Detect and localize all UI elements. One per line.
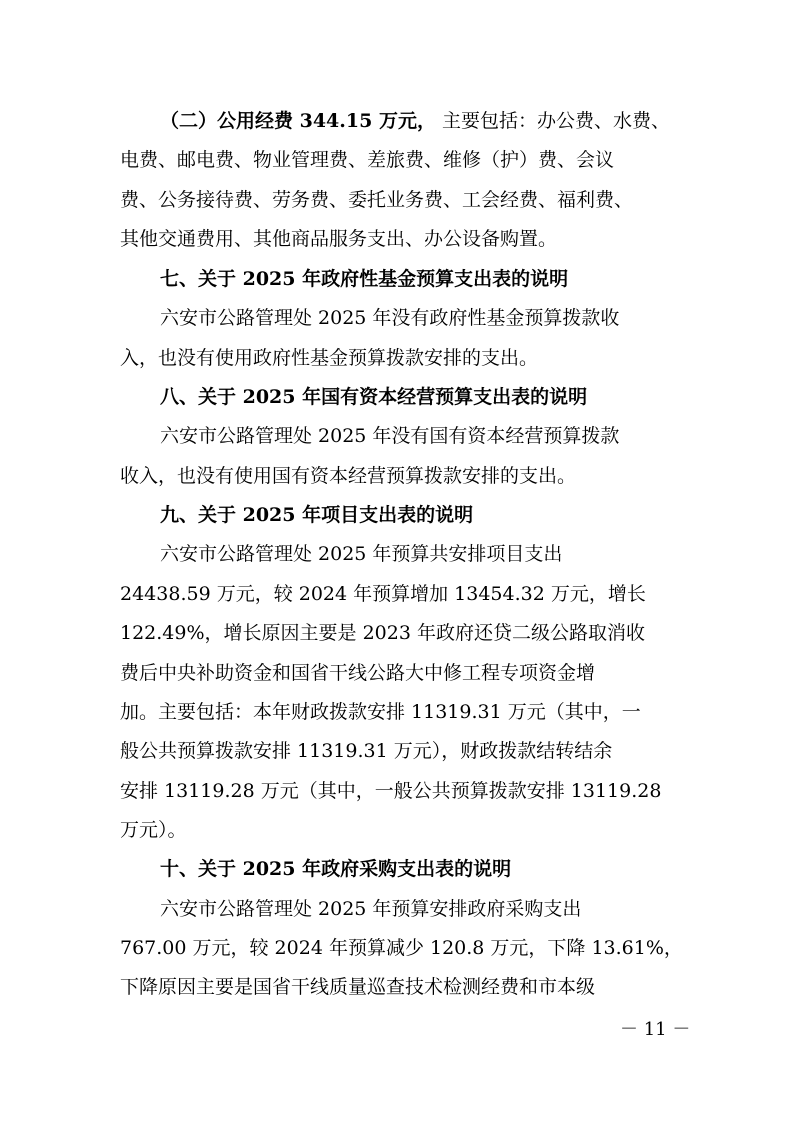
paragraph-text: 六安市公路管理处 2025 年预算共安排项目支出	[160, 543, 563, 565]
paragraph-text: 般公共预算拨款安排 11319.31 万元），财政拨款结转结余	[120, 740, 613, 762]
paragraph-text: 入，也没有使用政府性基金预算拨款安排的支出。	[120, 347, 539, 369]
section-8-heading: 八、关于 2025 年国有资本经营预算支出表的说明	[160, 386, 588, 408]
paragraph-text: 电费、邮电费、物业管理费、差旅费、维修（护）费、会议	[120, 149, 615, 171]
paragraph-text: 收入，也没有使用国有资本经营预算拨款安排的支出。	[120, 465, 577, 487]
paragraph-text: 24438.59 万元，较 2024 年预算增加 13454.32 万元，增长	[120, 583, 646, 605]
paragraph-text: 其他交通费用、其他商品服务支出、办公设备购置。	[120, 228, 558, 250]
section-10-heading: 十、关于 2025 年政府采购支出表的说明	[160, 858, 512, 880]
paragraph-text: 安排 13119.28 万元（其中，一般公共预算拨款安排 13119.28	[120, 780, 662, 802]
paragraph-text: 万元）。	[120, 819, 187, 841]
paragraph-text: 下降原因主要是国省干线质量巡查技术检测经费和市本级	[120, 976, 596, 998]
paragraph-text: 费后中央补助资金和国省干线公路大中修工程专项资金增	[120, 662, 596, 684]
section-7-heading: 七、关于 2025 年政府性基金预算支出表的说明	[160, 268, 569, 290]
paragraph-text: 122.49%，增长原因主要是 2023 年政府还贷二级公路取消收	[120, 622, 645, 644]
paragraph-text: 主要包括：办公费、水费、	[442, 110, 671, 132]
paragraph-text: 六安市公路管理处 2025 年预算安排政府采购支出	[160, 898, 582, 920]
paragraph-text: 六安市公路管理处 2025 年没有国有资本经营预算拨款	[160, 425, 620, 447]
paragraph-text: 六安市公路管理处 2025 年没有政府性基金预算拨款收	[160, 307, 620, 329]
paragraph-text: 加。主要包括：本年财政拨款安排 11319.31 万元（其中，一	[120, 701, 641, 723]
page-number: － 11 －	[620, 1019, 691, 1040]
public-funds-heading: （二）公用经费 344.15 万元，	[160, 110, 436, 132]
paragraph-text: 767.00 万元，较 2024 年预算减少 120.8 万元，下降 13.61%，	[120, 937, 683, 959]
paragraph-text: 费、公务接待费、劳务费、委托业务费、工会经费、福利费、	[120, 189, 634, 211]
section-9-heading: 九、关于 2025 年项目支出表的说明	[160, 504, 474, 526]
